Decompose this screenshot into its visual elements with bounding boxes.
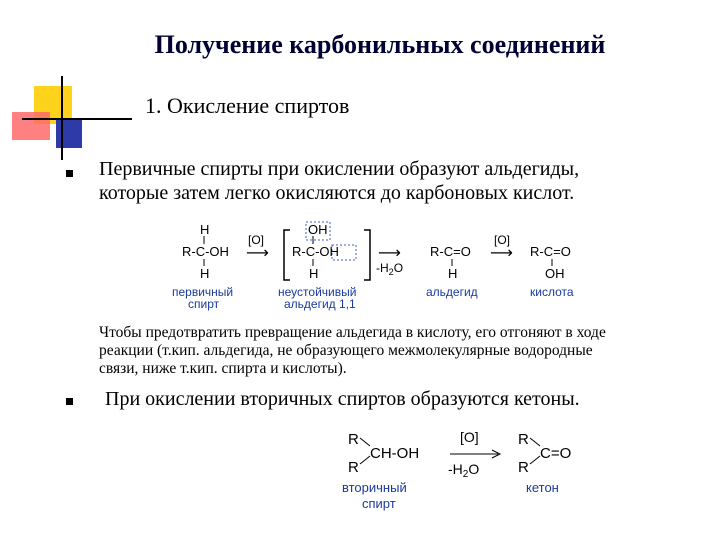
formula-text: H: [200, 222, 210, 237]
water-loss-label: [448, 461, 479, 480]
formula-text: H: [448, 266, 458, 281]
formula-text: R-C=O: [530, 244, 571, 259]
water-minus: -H: [448, 461, 463, 477]
page-title: Получение карбонильных соединений: [154, 30, 606, 59]
formula-text: OH: [308, 222, 328, 237]
text-line: связи, ниже т.кип. спирта и кислоты).: [99, 360, 347, 377]
formula-text: CH-OH: [370, 445, 420, 462]
text-line: Первичные спирты при окислении образуют альдегиды,: [99, 158, 580, 180]
formula-text: H: [309, 266, 319, 281]
bullet-marker: [66, 398, 73, 405]
deco-blue-square: [56, 118, 82, 148]
reaction-arrow: ⟶: [378, 245, 401, 262]
reagent-label: [O]: [460, 429, 479, 445]
text-line: реакции (т.кип. альдегида, не образующего межмолекулярные водородные: [99, 342, 593, 359]
bullet-marker: [66, 170, 73, 177]
formula-text: R-C-OH: [292, 244, 339, 259]
caption-text: альдегид: [426, 285, 478, 299]
bond-line: [360, 438, 370, 446]
water-loss-label: [376, 261, 403, 277]
deco-horizontal-line: [22, 118, 132, 120]
bond-line: [360, 456, 370, 464]
reaction-arrow: ⟶: [490, 245, 513, 262]
formula-text: R: [348, 459, 359, 476]
deco-red-square: [12, 112, 50, 140]
reaction-arrow: ⟶: [246, 245, 269, 262]
formula-text: H: [200, 266, 210, 281]
caption-text: кетон: [526, 480, 559, 495]
caption-text: кислота: [530, 285, 574, 299]
bracket-right: [364, 230, 370, 280]
caption-text: неустойчивый: [278, 285, 357, 299]
text-line: Чтобы предотвратить превращение альдегида в кислоту, его отгоняют в ходе: [99, 324, 606, 341]
water-minus: -H: [376, 261, 389, 275]
formula-text: OH: [545, 266, 565, 281]
bond-line: [530, 438, 540, 446]
caption-text: первичный: [172, 285, 234, 299]
formula-text: R-C-OH: [182, 244, 229, 259]
water-oxygen: O: [393, 261, 404, 275]
reagent-label: [O]: [248, 233, 265, 247]
caption-text: спирт: [188, 297, 220, 311]
caption-text: альдегид 1,1: [284, 297, 356, 311]
caption-text: спирт: [362, 496, 396, 511]
text-line: которые затем легко окисляются до карбоновых кислот.: [99, 182, 575, 204]
reagent-label: [O]: [494, 233, 511, 247]
water-subscript: 2: [388, 267, 394, 277]
formula-text: C=O: [540, 445, 572, 462]
formula-text: R: [518, 431, 529, 448]
formula-text: R: [348, 431, 359, 448]
bracket-left: [284, 230, 290, 280]
formula-text: R: [518, 459, 529, 476]
bond-line: [530, 456, 540, 464]
bullet-text-primary: [99, 157, 579, 205]
water-subscript: 2: [462, 469, 469, 480]
water-oxygen: O: [468, 461, 480, 477]
formula-text: R-C=O: [430, 244, 471, 259]
bullet-text-secondary: При окислении вторичных спиртов образуются кетоны.: [105, 388, 580, 410]
note-paragraph: [99, 324, 606, 378]
reaction-scheme-secondary: [330, 424, 610, 519]
reaction-scheme-primary: [150, 218, 600, 318]
caption-text: вторичный: [342, 480, 407, 495]
section-subtitle: 1. Окисление спиртов: [145, 93, 350, 118]
